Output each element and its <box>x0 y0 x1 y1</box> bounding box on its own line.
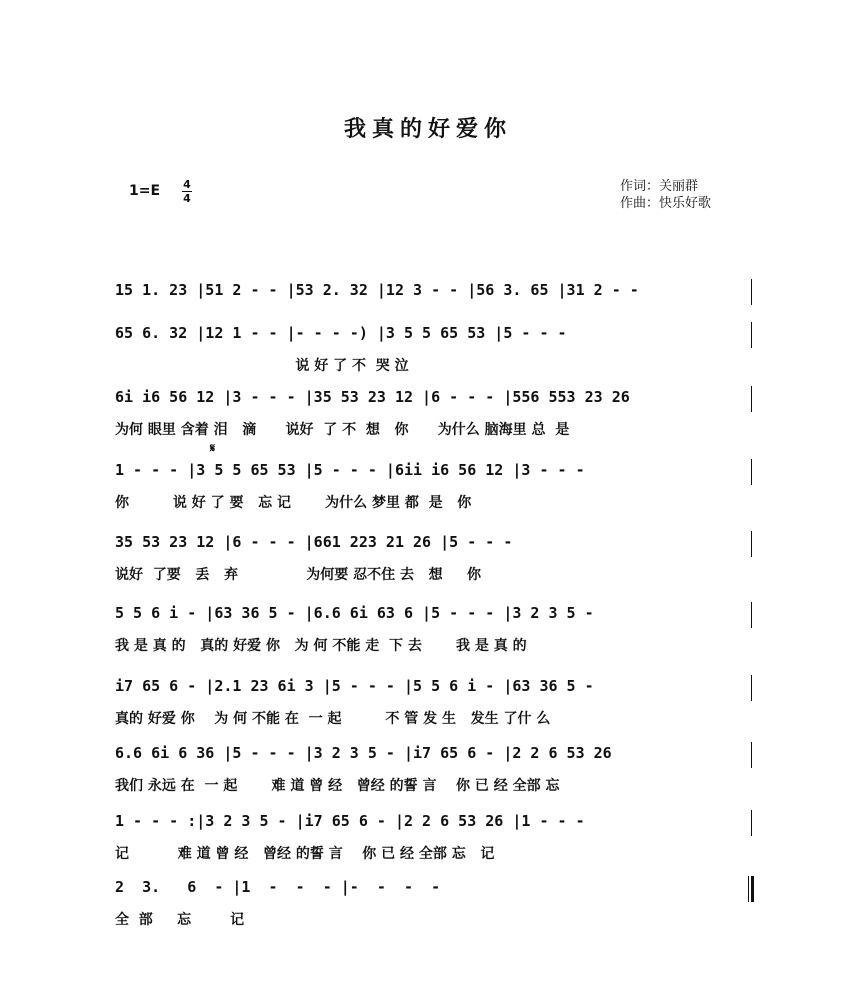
notation-line: 6.6 6i 6 36 |5 - - - |3 2 3 5 - |i7 65 6 - |2 2 6 53 26 <box>115 744 612 762</box>
credits <box>620 178 711 212</box>
notation-line: 6i i6 56 12 |3 - - - |35 53 23 12 |6 - - - |556 553 23 26 <box>115 388 630 406</box>
barline <box>751 810 752 836</box>
lyrics-line: 说好 了要 丢 弃 为何要 忍不住 去 想 你 <box>115 567 481 583</box>
barline <box>751 742 752 768</box>
barline <box>751 322 752 348</box>
time-signature-bottom: 4 <box>183 192 191 205</box>
notation-line: 2 3. 6 - |1 - - - |- - - - <box>115 878 441 896</box>
lyrics-line: 全 部 忘 记 <box>115 912 245 928</box>
notation-line: 65 6. 32 |12 1 - - |- - - -) |3 5 5 65 53 |5 - - - <box>115 324 567 342</box>
lyrics-line: 我们 永远 在 一 起 难 道 曾 经 曾经 的誓 言 你 已 经 全部 忘 <box>115 778 560 794</box>
barline <box>751 675 752 701</box>
lyrics-line: 你 说 好 了 要 忘 记 为什么 梦里 都 是 你 <box>115 495 472 511</box>
notation-line: 15 1. 23 |51 2 - - |53 2. 32 |12 3 - - |56 3. 65 |31 2 - - <box>115 281 639 299</box>
barline <box>751 531 752 557</box>
lyrics-line: 说 好 了 不 哭 泣 <box>115 358 409 374</box>
final-barline <box>748 876 754 902</box>
time-signature <box>182 179 192 204</box>
notation-line: 5 5 6 i - |63 36 5 - |6.6 6i 63 6 |5 - - - |3 2 3 5 - <box>115 604 594 622</box>
barline <box>751 386 752 412</box>
barline <box>751 459 752 485</box>
key-signature: 1=E <box>129 183 161 199</box>
notation-line: 35 53 23 12 |6 - - - |661 223 21 26 |5 - - - <box>115 533 513 551</box>
lyrics-line: 我 是 真 的 真的 好爱 你 为 何 不能 走 下 去 我 是 真 的 <box>115 638 527 654</box>
notation-line: 1 - - - :|3 2 3 5 - |i7 65 6 - |2 2 6 53 26 |1 - - - <box>115 812 585 830</box>
time-signature-top: 4 <box>183 178 191 191</box>
notation-line: 1 - - - |3 5 5 65 53 |5 - - - |6ii i6 56 12 |3 - - - <box>115 461 585 479</box>
barline <box>751 279 752 305</box>
composer: 作曲：快乐好歌 <box>620 196 712 211</box>
barline <box>751 602 752 628</box>
segno-sign: 𝄋 <box>210 441 216 455</box>
lyrics-line: 为何 眼里 含着 泪 滴 说好 了 不 想 你 为什么 脑海里 总 是 <box>115 422 570 438</box>
lyrics-line: 真的 好爱 你 为 何 不能 在 一 起 不 管 发 生 发生 了什 么 <box>115 711 551 727</box>
notation-line: i7 65 6 - |2.1 23 6i 3 |5 - - - |5 5 6 i - |63 36 5 - <box>115 677 594 695</box>
song-title: 我真的好爱你 <box>343 117 512 142</box>
lyrics-line: 记 难 道 曾 经 曾经 的誓 言 你 已 经 全部 忘 记 <box>115 846 495 862</box>
lyricist: 作词：关丽群 <box>620 179 699 194</box>
